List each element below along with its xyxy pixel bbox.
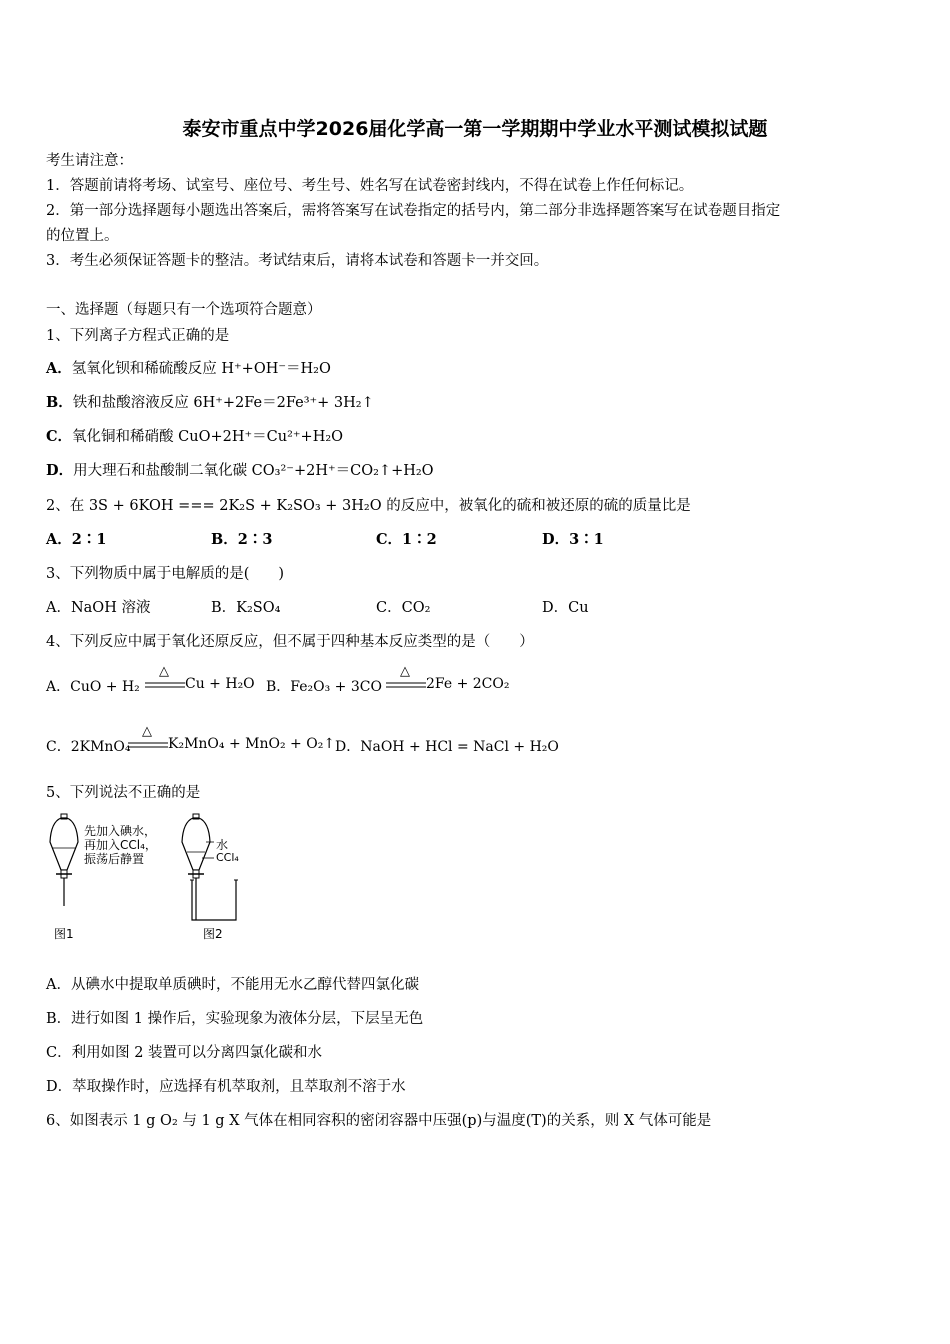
q4-option-c-left: C．2KMnO₄ [46,739,131,755]
q2-option-c: C．1∶2 [376,531,437,548]
q4-option-b-left: B．Fe₂O₃ + 3CO [266,679,382,695]
q1-option-a-text: 氢氧化钡和稀硫酸反应 H⁺+OH⁻＝H₂O [71,361,331,377]
notice-heading: 考生请注意： [46,153,133,169]
q6-stem: 6、如图表示 1 g O₂ 与 1 g X 气体在相同容积的密闭容器中压强(p)与温度(T)的关系，则 X 气体可能是 [46,1113,712,1129]
q2-stem: 2、在 3S + 6KOH === 2K₂S + K₂SO₃ + 3H₂O 的反应中，被氧化的硫和被还原的硫的质量比是 [46,498,691,514]
notice-item-1: 1．答题前请将考场、试室号、座位号、考生号、姓名写在试卷密封线内，不得在试卷上作任何标记。 [46,178,694,194]
fig1-note-line-1: 先加入碘水， [84,824,157,838]
separatory-funnel-figure [46,812,276,942]
q2-option-d: D．3∶1 [542,531,604,548]
q3-option-b: B．K₂SO₄ [211,600,281,616]
q4-b-equals-sign [386,682,426,690]
q4-c-equals-sign [128,742,168,750]
fig1-note [84,824,157,866]
q1-option-b [46,393,374,413]
q4-option-a-left: A．CuO + H₂ [46,679,140,695]
notice-item-3: 3．考生必须保证答题卡的整洁。考试结束后，请将本试卷和答题卡一并交回。 [46,253,549,269]
q1-option-b-label: B． [46,394,73,411]
q4-option-b-right: 2Fe + 2CO₂ [426,676,510,692]
q4-c-delta: △ [142,724,152,739]
q4-a-equals-sign [145,682,185,690]
q1-option-c-text: 氧化铜和稀硝酸 CuO+2H⁺＝Cu²⁺+H₂O [72,429,344,445]
q1-option-d-label: D． [46,462,74,479]
q3-option-d: D．Cu [542,600,589,616]
page-title: 泰安市重点中学2026届化学高一第一学期期中学业水平测试模拟试题 [182,118,768,140]
q4-option-d: D．NaOH + HCl = NaCl + H₂O [335,739,559,755]
notice-item-2: 2．第一部分选择题每小题选出答案后，需将答案写在试卷指定的括号内，第二部分非选择题答案写在试卷题目指定 [46,203,781,219]
fig1-note-line-3: 振荡后静置 [84,852,145,866]
q5-stem: 5、下列说法不正确的是 [46,785,201,801]
q5-option-b: B．进行如图 1 操作后，实验现象为液体分层，下层呈无色 [46,1011,424,1027]
funnel-1-icon [50,814,78,906]
q3-stem: 3、下列物质中属于电解质的是( ) [46,566,285,582]
fig2-note-ccl4: CCl₄ [216,851,239,864]
q4-option-a-right: Cu + H₂O [185,676,255,692]
q4-option-c-right: K₂MnO₄ + MnO₂ + O₂↑ [168,736,336,752]
q3-option-a: A．NaOH 溶液 [46,600,151,616]
q1-option-c [46,427,343,447]
q1-option-b-text: 铁和盐酸溶液反应 6H⁺+2Fe＝2Fe³⁺+ 3H₂↑ [72,395,374,411]
q1-option-d [46,461,434,481]
q4-b-delta: △ [400,664,410,679]
q1-option-c-label: C． [46,428,73,445]
q5-option-a: A．从碘水中提取单质碘时，不能用无水乙醇代替四氯化碳 [46,977,419,993]
q1-option-a-label: A． [46,360,72,377]
q1-option-a [46,359,331,379]
q1-option-d-text: 用大理石和盐酸制二氧化碳 CO₃²⁻+2H⁺＝CO₂↑+H₂O [73,463,434,479]
notice-item-2-cont: 的位置上。 [46,228,119,244]
q4-stem: 4、下列反应中属于氧化还原反应，但不属于四种基本反应类型的是（ ） [46,634,534,650]
fig2-label: 图2 [203,927,223,941]
funnel-2-icon [182,814,238,920]
q4-a-delta: △ [159,664,169,679]
q5-option-d: D．萃取操作时，应选择有机萃取剂，且萃取剂不溶于水 [46,1079,406,1095]
fig2-note-water: 水 [216,838,229,852]
q3-option-c: C．CO₂ [376,600,431,616]
section-heading: 一、选择题（每题只有一个选项符合题意） [46,302,322,318]
q2-option-b: B．2∶3 [211,531,273,548]
q5-option-c: C．利用如图 2 装置可以分离四氯化碳和水 [46,1045,323,1061]
q2-option-a: A．2∶1 [46,531,107,548]
q1-stem: 1、下列离子方程式正确的是 [46,328,230,344]
fig1-note-line-2: 再加入CCl₄， [84,838,157,852]
fig1-label: 图1 [54,927,74,941]
